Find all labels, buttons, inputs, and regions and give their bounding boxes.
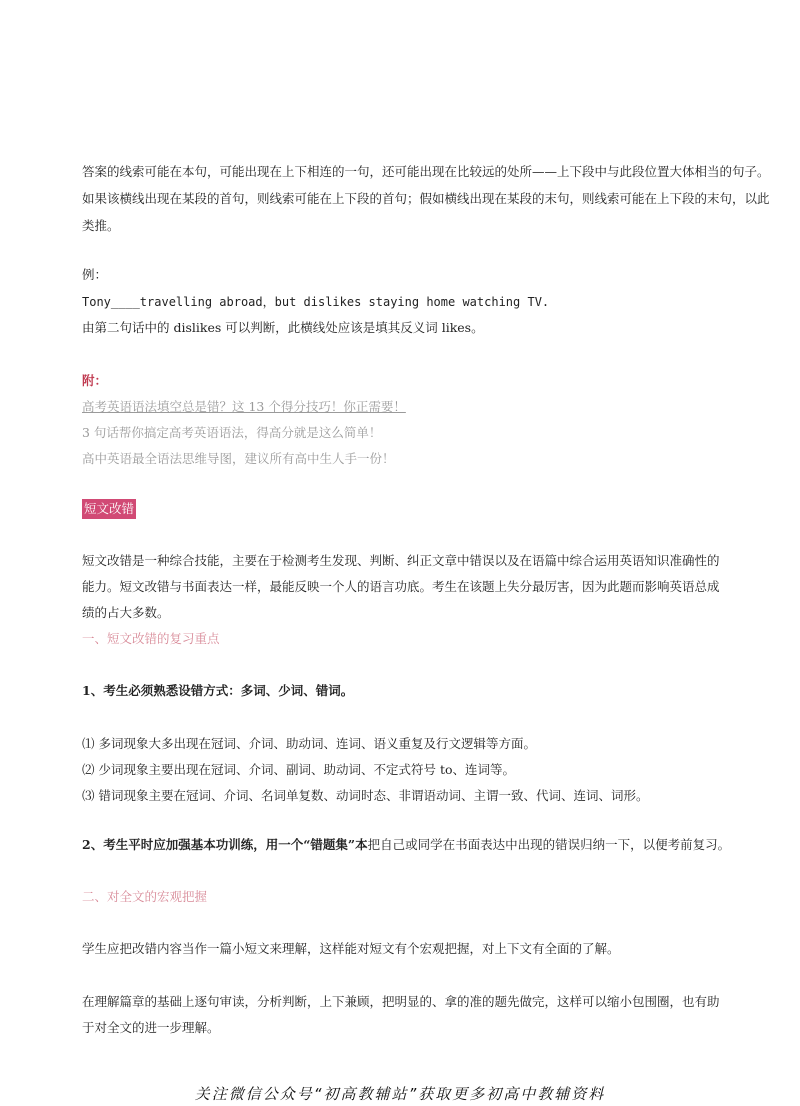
section-badge: 短文改错 — [82, 499, 136, 519]
point-2-bold: 2、考生平时应加强基本功训练，用一个“错题集”本 — [82, 837, 368, 852]
point-1: 1、考生必须熟悉设错方式：多词、少词、错词。 — [82, 683, 354, 698]
appendix-label: 附： — [82, 373, 108, 388]
footer-promo: 关注微信公众号“初高教辅站”获取更多初高中教辅资料 — [194, 1085, 606, 1103]
intro-line-1: 答案的线索可能在本句，可能出现在上下相连的一句，还可能出现在比较远的处所——上下段中与此段位置大体相当的句子。 — [82, 164, 770, 179]
example-sentence: Tony____travelling abroad，but dislikes staying home watching TV. — [82, 295, 550, 309]
list-item: ⑵ 少词现象主要出现在冠词、介词、副词、助动词、不定式符号 to、连词等。 — [82, 762, 515, 777]
paragraph-1: 学生应把改错内容当作一篇小短文来理解，这样能对短文有个宏观把握，对上下文有全面的了解。 — [82, 941, 620, 956]
list-item: ⑶ 错词现象主要在冠词、介词、名词单复数、动词时态、非谓语动词、主谓一致、代词、连词、词形。 — [82, 788, 649, 803]
appendix-link-2[interactable]: 3 句话帮你搞定高考英语语法，得高分就是这么简单！ — [82, 425, 382, 440]
appendix-link-3[interactable]: 高中英语最全语法思维导图，建议所有高中生人手一份！ — [82, 451, 395, 466]
list-item: ⑴ 多词现象大多出现在冠词、介词、助动词、连词、语义重复及行文逻辑等方面。 — [82, 736, 536, 751]
paragraph-2: 在理解篇章的基础上逐句审读，分析判断，上下兼顾，把明显的、拿的准的题先做完，这样可以缩小包围圈，也有助于对全文的进一步理解。 — [82, 994, 720, 1035]
example-explanation: 由第二句话中的 dislikes 可以判断，此横线处应该是填其反义词 likes。 — [82, 320, 484, 335]
heading-review-focus: 一、短文改错的复习重点 — [82, 631, 220, 646]
example-label: 例： — [82, 267, 108, 282]
section-intro: 短文改错是一种综合技能，主要在于检测考生发现、判断、纠正文章中错误以及在语篇中综合运用英语知识准确性的能力。短文改错与书面表达一样，最能反映一个人的语言功底。考生在该题上失分最厉害，因为此题而影响英语总成绩的占大多数。 — [82, 553, 720, 620]
heading-macro-grasp: 二、对全文的宏观把握 — [82, 889, 208, 904]
intro-line-2: 如果该横线出现在某段的首句，则线索可能在上下段的首句；假如横线出现在某段的末句，则线索可能在上下段的末句，以此 — [82, 191, 770, 206]
point-2-rest: 把自己或同学在书面表达中出现的错误归纳一下，以便考前复习。 — [367, 837, 731, 852]
appendix-link-1[interactable]: 高考英语语法填空总是错？这 13 个得分技巧！你正需要！ — [82, 399, 406, 414]
intro-line-3: 类推。 — [82, 218, 120, 233]
point-2 — [82, 832, 731, 858]
